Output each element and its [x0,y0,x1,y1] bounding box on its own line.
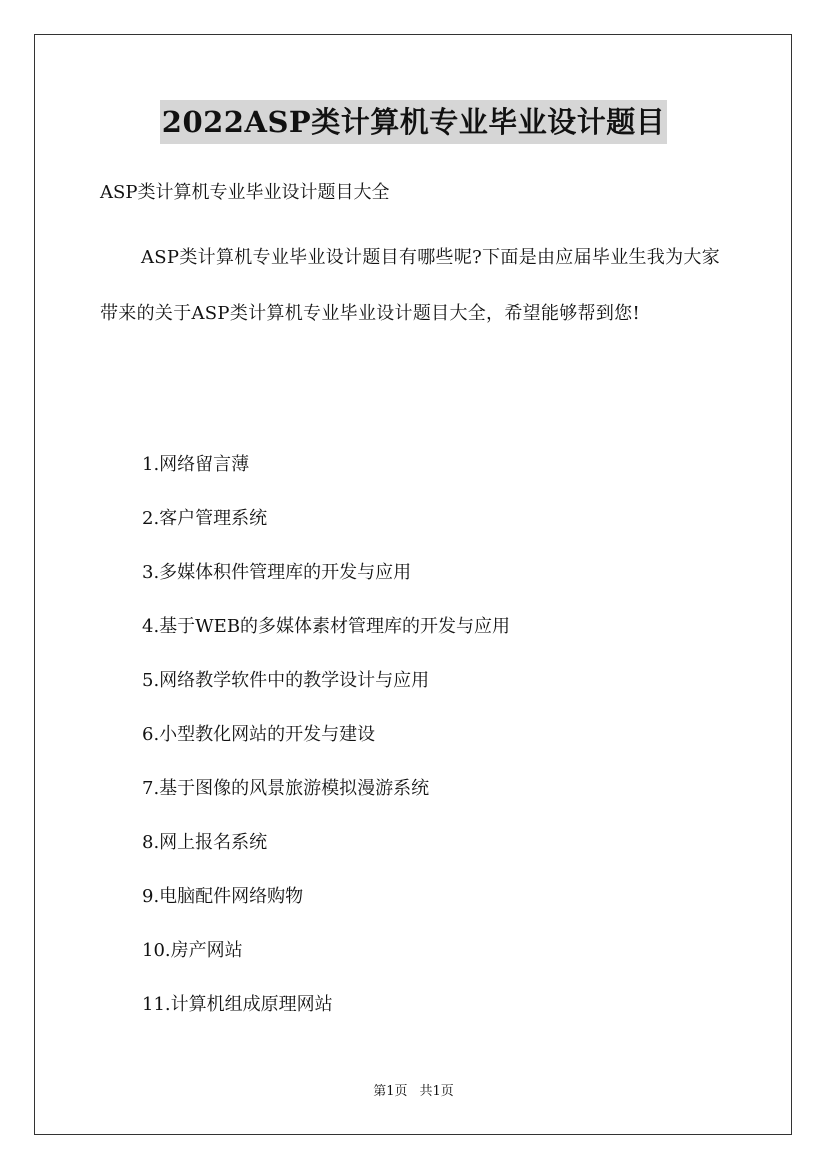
topic-item-2: 2.客户管理系统 [142,508,268,529]
topic-item-8: 8.网上报名系统 [142,832,268,853]
page-footer [0,1083,827,1101]
document-title: 2022ASP类计算机专业毕业设计题目 [160,100,667,144]
page-number-label: 第1页 [373,1084,408,1099]
topic-item-4: 4.基于WEB的多媒体素材管理库的开发与应用 [142,616,511,637]
topic-list [142,452,510,1046]
topic-item-11: 11.计算机组成原理网站 [142,994,333,1015]
topic-item-6: 6.小型教化网站的开发与建设 [142,724,376,745]
document-subtitle: ASP类计算机专业毕业设计题目大全 [100,182,390,203]
topic-item-1: 1.网络留言薄 [142,454,250,475]
page-total-label: 共1页 [419,1084,454,1099]
topic-item-7: 7.基于图像的风景旅游模拟漫游系统 [142,778,430,799]
topic-item-3: 3.多媒体积件管理库的开发与应用 [142,562,412,583]
title-container [0,100,827,144]
topic-item-10: 10.房产网站 [142,940,243,961]
topic-item-9: 9.电脑配件网络购物 [142,886,304,907]
topic-item-5: 5.网络教学软件中的教学设计与应用 [142,670,430,691]
intro-paragraph: ASP类计算机专业毕业设计题目有哪些呢?下面是由应届毕业生我为大家带来的关于ASP类计算机专业毕业设计题目大全，希望能够帮到您! [100,247,720,324]
